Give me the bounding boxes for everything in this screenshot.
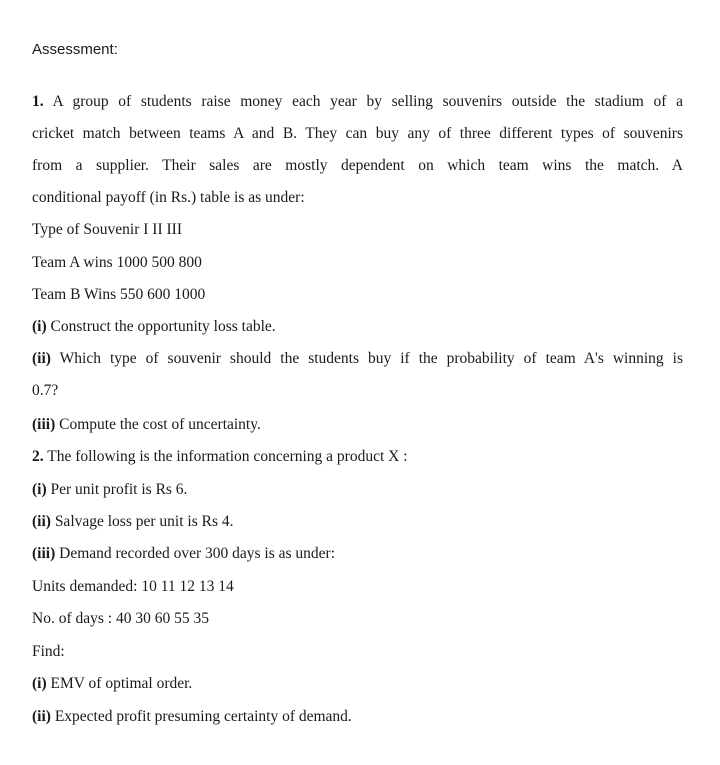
q1-text-line-1: A group of students raise money each year by selling souvenirs outside the stadium of a [52,93,683,110]
q1-part-3-num: (iii) [32,416,56,433]
q1-text-line-3: from a supplier. Their sales are mostly dependent on which team wins the match. A [32,157,683,174]
q1-part-2 [32,349,683,369]
q2-fact-3-num: (iii) [32,545,56,562]
page-heading: Assessment: [32,41,118,58]
q1-part-2-text: Which type of souvenir should the students buy if the probability of team A's winning is [59,350,683,367]
q1-part-3 [32,415,261,435]
q2-fact-3-text: Demand recorded over 300 days is as under: [59,545,336,562]
q2-find-2 [32,707,352,727]
q2-fact-1 [32,480,187,500]
q2-fact-2-num: (ii) [32,513,51,530]
payoff-table-header: Type of Souvenir I II III [32,221,182,238]
q2-fact-1-num: (i) [32,481,47,498]
payoff-table-row-team-a: Team A wins 1000 500 800 [32,254,202,271]
q1-text-line-2: cricket match between teams A and B. They can buy any of three different types of souvenirs [32,125,683,142]
q1-part-3-text: Compute the cost of uncertainty. [59,416,261,433]
q2-fact-2-text: Salvage loss per unit is Rs 4. [54,513,234,530]
q2-intro [32,447,408,467]
q2-find-1-text: EMV of optimal order. [50,675,193,692]
q2-find-2-num: (ii) [32,708,51,725]
q2-intro-text: The following is the information concerning a product X : [47,448,408,465]
q1-part-1 [32,317,276,337]
q2-fact-3 [32,544,335,564]
q1-part-1-num: (i) [32,318,47,335]
q2-find-label: Find: [32,643,65,660]
q2-number-of-days: No. of days : 40 30 60 55 35 [32,610,209,627]
q2-fact-1-text: Per unit profit is Rs 6. [50,481,188,498]
q1-number: 1. [32,93,44,110]
q2-number: 2. [32,448,44,465]
q1-part-2-continuation: 0.7? [32,382,59,399]
q1-line-1 [32,92,683,112]
q2-units-demanded: Units demanded: 10 11 12 13 14 [32,578,234,595]
q2-find-1-num: (i) [32,675,47,692]
q2-fact-2 [32,512,234,532]
q1-text-line-4: conditional payoff (in Rs.) table is as under: [32,189,305,206]
payoff-table-row-team-b: Team B Wins 550 600 1000 [32,286,206,303]
q2-find-1 [32,674,192,694]
q1-part-1-text: Construct the opportunity loss table. [50,318,276,335]
q2-find-2-text: Expected profit presuming certainty of demand. [54,708,352,725]
q1-part-2-num: (ii) [32,350,51,367]
